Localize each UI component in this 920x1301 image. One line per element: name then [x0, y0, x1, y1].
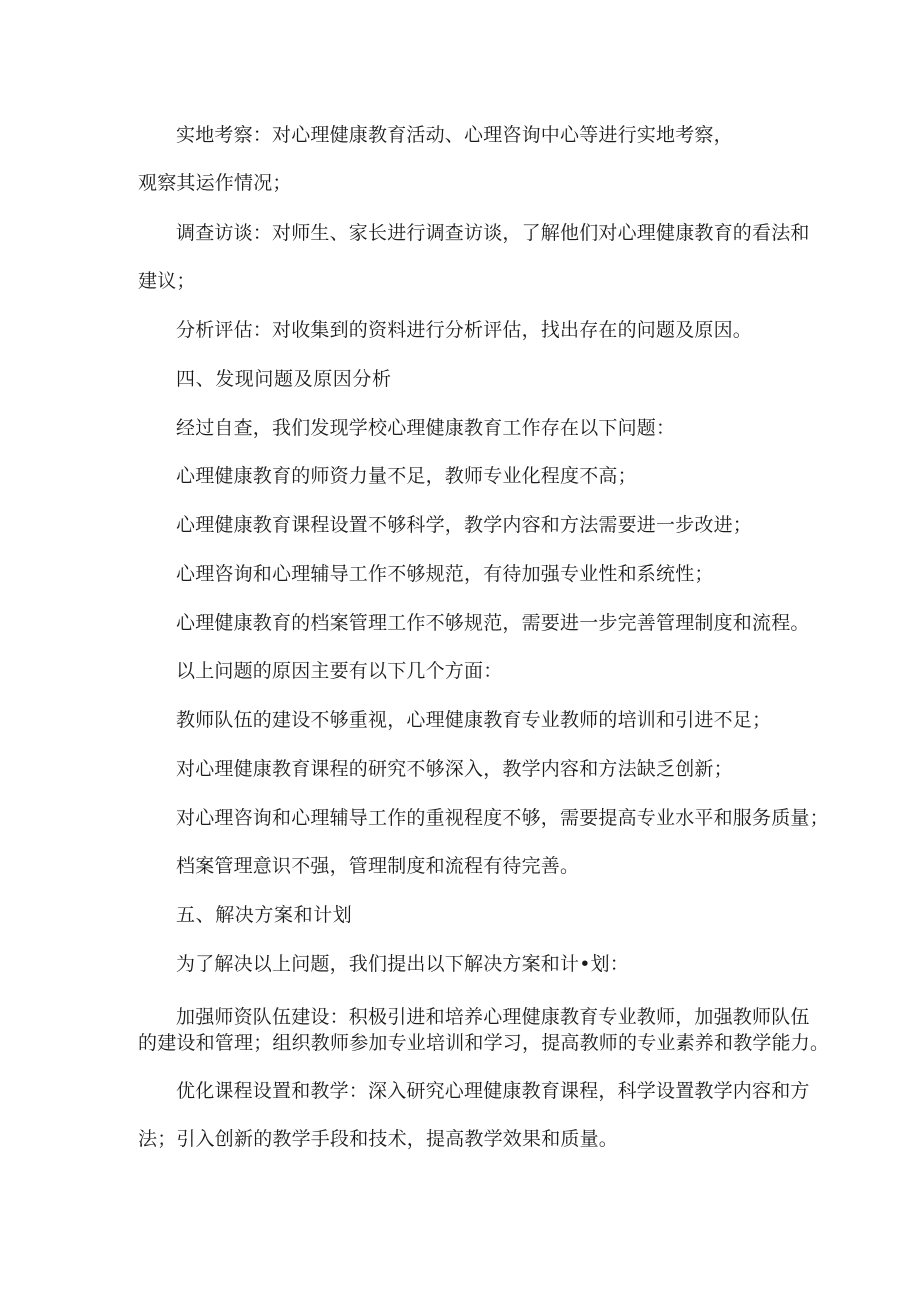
problem-item-3: 心理咨询和心理辅导工作不够规范，有待加强专业性和系统性； [176, 563, 714, 585]
problem-item-1: 心理健康教育的师资力量不足，教师专业化程度不高； [176, 465, 637, 487]
paragraph-survey-interview-cont: 建议； [138, 270, 196, 292]
solution-item-2-cont: 法；引入创新的教学手段和技术，提高教学效果和质量。 [138, 1128, 619, 1150]
paragraph-findings-intro: 经过自查，我们发现学校心理健康教育工作存在以下问题： [176, 417, 676, 439]
section-heading-4: 四、发现问题及原因分析 [176, 368, 392, 390]
paragraph-field-inspection: 实地考察：对心理健康教育活动、心理咨询中心等进行实地考察， [176, 124, 733, 146]
paragraph-causes-intro: 以上问题的原因主要有以下几个方面： [176, 660, 503, 682]
solution-item-1: 加强师资队伍建设：积极引进和培养心理健康教育专业教师，加强教师队伍 [176, 1006, 810, 1028]
cause-item-1: 教师队伍的建设不够重视，心理健康教育专业教师的培训和引进不足； [176, 709, 772, 731]
problem-item-4: 心理健康教育的档案管理工作不够规范，需要进一步完善管理制度和流程。 [176, 612, 810, 634]
cause-item-4: 档案管理意识不强，管理制度和流程有待完善。 [176, 855, 580, 877]
problem-item-2: 心理健康教育课程设置不够科学，教学内容和方法需要进一步改进； [176, 514, 753, 536]
solution-item-2: 优化课程设置和教学：深入研究心理健康教育课程，科学设置教学内容和方 [176, 1080, 810, 1102]
cause-item-3: 对心理咨询和心理辅导工作的重视程度不够，需要提高专业水平和服务质量； [176, 807, 829, 829]
paragraph-field-inspection-cont: 观察其运作情况； [138, 172, 292, 194]
paragraph-analysis-evaluation: 分析评估：对收集到的资料进行分析评估，找出存在的问题及原因。 [176, 319, 753, 341]
cause-item-2: 对心理健康教育课程的研究不够深入，教学内容和方法缺乏创新； [176, 758, 733, 780]
solution-item-1-cont: 的建设和管理；组织教师参加专业培训和学习，提高教师的专业素养和教学能力。 [138, 1032, 830, 1054]
section-heading-5: 五、解决方案和计划 [176, 904, 353, 926]
paragraph-solutions-intro: 为了解决以上问题，我们提出以下解决方案和计•划： [176, 953, 630, 975]
paragraph-survey-interview: 调查访谈：对师生、家长进行调查访谈，了解他们对心理健康教育的看法和 [176, 222, 810, 244]
